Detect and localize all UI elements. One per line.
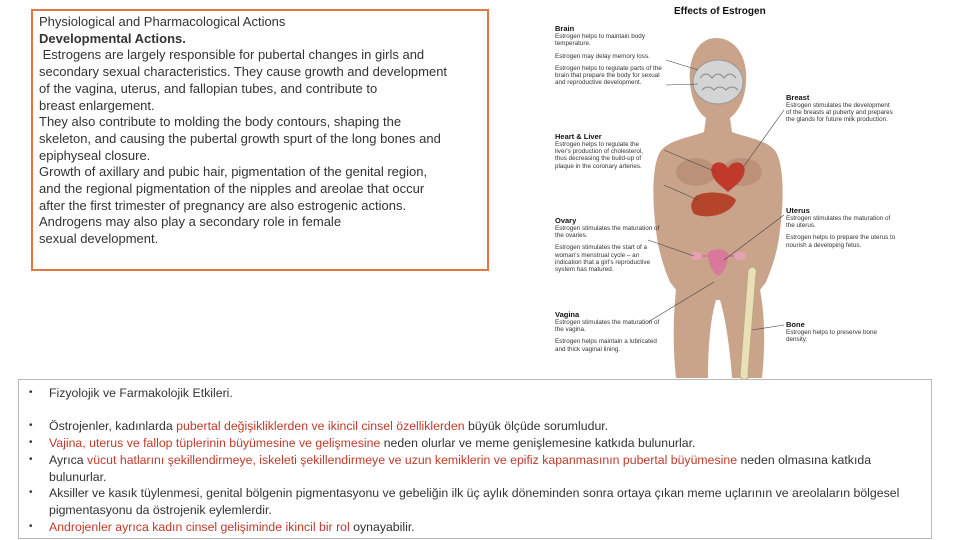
label-text: Estrogen stimulates the start of a woman's menstrual cycle – an indication that a girl's reproductive system has matured. xyxy=(555,244,651,274)
highlighted-text: vücut hatlarını şekillendirmeye, iskeleti şekillendirmeye ve uzun kemiklerin ve epifiz kapanmasının pubertal büyümesine xyxy=(87,453,738,467)
bullet-glyph: • xyxy=(29,387,33,398)
text-line: of the vagina, uterus, and fallopian tubes, and contribute to xyxy=(39,80,378,96)
label-ovary xyxy=(555,216,667,273)
highlighted-text: Androjenler ayrıca kadın cinsel gelişiminde xyxy=(49,520,286,534)
text-line: Growth of axillary and pubic hair, pigmentation of the genital region, xyxy=(39,164,428,180)
bullet-text xyxy=(49,519,909,536)
text-line: after the first trimester of pregnancy are also estrogenic actions. xyxy=(39,197,407,213)
text-line: and the regional pigmentation of the nipples and areolae that occur xyxy=(39,181,425,197)
bullet-text xyxy=(49,418,909,435)
bullet-text-segment: Aksiller ve kasık tüylenmesi, genital bölgenin pigmentasyonu ve gebeliğin ilk üç aylık döneminden sonra ortaya çıkan meme uçlarının ve areolaların bölgesel pigmentasyonu da östrojenik eylemlerdir. xyxy=(49,486,900,517)
highlighted-text: pubertal değişikliklerden ve ikincil cinsel özelliklerden xyxy=(176,419,465,433)
figure-title: Effects of Estrogen xyxy=(674,6,766,17)
label-uterus xyxy=(786,206,896,249)
label-heading: Heart & Liver xyxy=(555,132,602,141)
label-vagina xyxy=(555,310,667,353)
label-text: Estrogen stimulates the maturation of the vagina. xyxy=(555,319,660,334)
text-line: epiphyseal closure. xyxy=(39,147,151,163)
text-line: Androgens may also play a secondary role in female xyxy=(39,214,342,230)
label-heading: Uterus xyxy=(786,206,810,215)
bullet-text-segment: Ayrıca xyxy=(49,453,88,467)
label-heading: Vagina xyxy=(555,310,580,319)
label-text: Estrogen stimulates the development of the breasts at puberty and prepares the glands for future milk production. xyxy=(786,102,893,124)
text-line: breast enlargement. xyxy=(39,97,155,113)
bullet-text-segment: neden olurlar ve meme genişlemesine katkıda bulunurlar. xyxy=(380,436,696,450)
bullet-glyph: • xyxy=(29,420,33,431)
text-line: skeleton, and causing the pubertal growth spurt of the long bones and xyxy=(39,130,441,146)
label-breast xyxy=(786,93,896,124)
label-heading: Brain xyxy=(555,24,575,33)
bullet-text-segment: oynayabilir. xyxy=(349,520,415,534)
bullet-text xyxy=(49,435,909,452)
label-brain xyxy=(555,24,667,86)
highlighted-text: Vajina, uterus ve fallop tüplerinin büyümesine ve gelişmesine xyxy=(49,436,381,450)
text-line: Physiological and Pharmacological Actions xyxy=(39,14,286,29)
label-heart-liver xyxy=(555,132,650,170)
label-text: Estrogen helps to preserve bone density. xyxy=(786,329,878,344)
label-heading: Ovary xyxy=(555,216,577,225)
bullet-text xyxy=(49,485,909,518)
text-line: Developmental Actions. xyxy=(39,30,186,46)
label-text: Estrogen helps to regulate parts of the brain that prepare the body for sexual and reproductive development. xyxy=(555,64,662,87)
text-line: Estrogens are largely responsible for pubertal changes in girls and xyxy=(39,47,425,63)
estrogen-effects-figure xyxy=(548,0,900,380)
bullet-glyph: • xyxy=(29,437,33,448)
label-heading: Bone xyxy=(786,320,805,329)
label-heading: Breast xyxy=(786,93,810,102)
text-line: sexual development. xyxy=(39,231,159,247)
text-line: They also contribute to molding the body contours, shaping the xyxy=(39,114,402,130)
bullet-glyph: • xyxy=(29,487,33,498)
bullet-text-segment: neden olmasına katkıda bulunurlar. xyxy=(49,453,872,484)
bullet-text-segment: büyük ölçüde sorumludur. xyxy=(464,419,609,433)
bullet-text-segment: Östrojenler, kadınlarda xyxy=(49,419,177,433)
label-text: Estrogen may delay memory loss. xyxy=(555,53,650,61)
english-text-box xyxy=(31,9,489,271)
label-text: Estrogen stimulates the maturation of the uterus. xyxy=(786,215,891,230)
text-line: secondary sexual characteristics. They cause growth and development xyxy=(39,64,448,80)
bullet-text xyxy=(49,452,909,485)
label-text: Estrogen helps to prepare the uterus to nourish a developing fetus. xyxy=(786,234,896,249)
label-text: Estrogen helps to maintain body temperature. xyxy=(555,33,645,48)
bullet-glyph: • xyxy=(29,521,33,532)
turkish-bullet-box xyxy=(18,379,932,539)
label-text: Estrogen stimulates the maturation of the ovaries. xyxy=(555,225,660,240)
bullet-glyph: • xyxy=(29,454,33,465)
label-text: Estrogen helps to regulate the liver's production of cholesterol, thus decreasing the build-up of plaque in the coronary arteries. xyxy=(555,141,644,170)
label-bone xyxy=(786,320,896,343)
highlighted-text: ikincil bir rol xyxy=(285,520,350,534)
label-text: Estrogen helps maintain a lubricated and thick vaginal lining. xyxy=(555,338,657,353)
bullet-text-segment: Fizyolojik ve Farmakolojik Etkileri. xyxy=(49,386,233,400)
bullet-text xyxy=(49,385,909,402)
